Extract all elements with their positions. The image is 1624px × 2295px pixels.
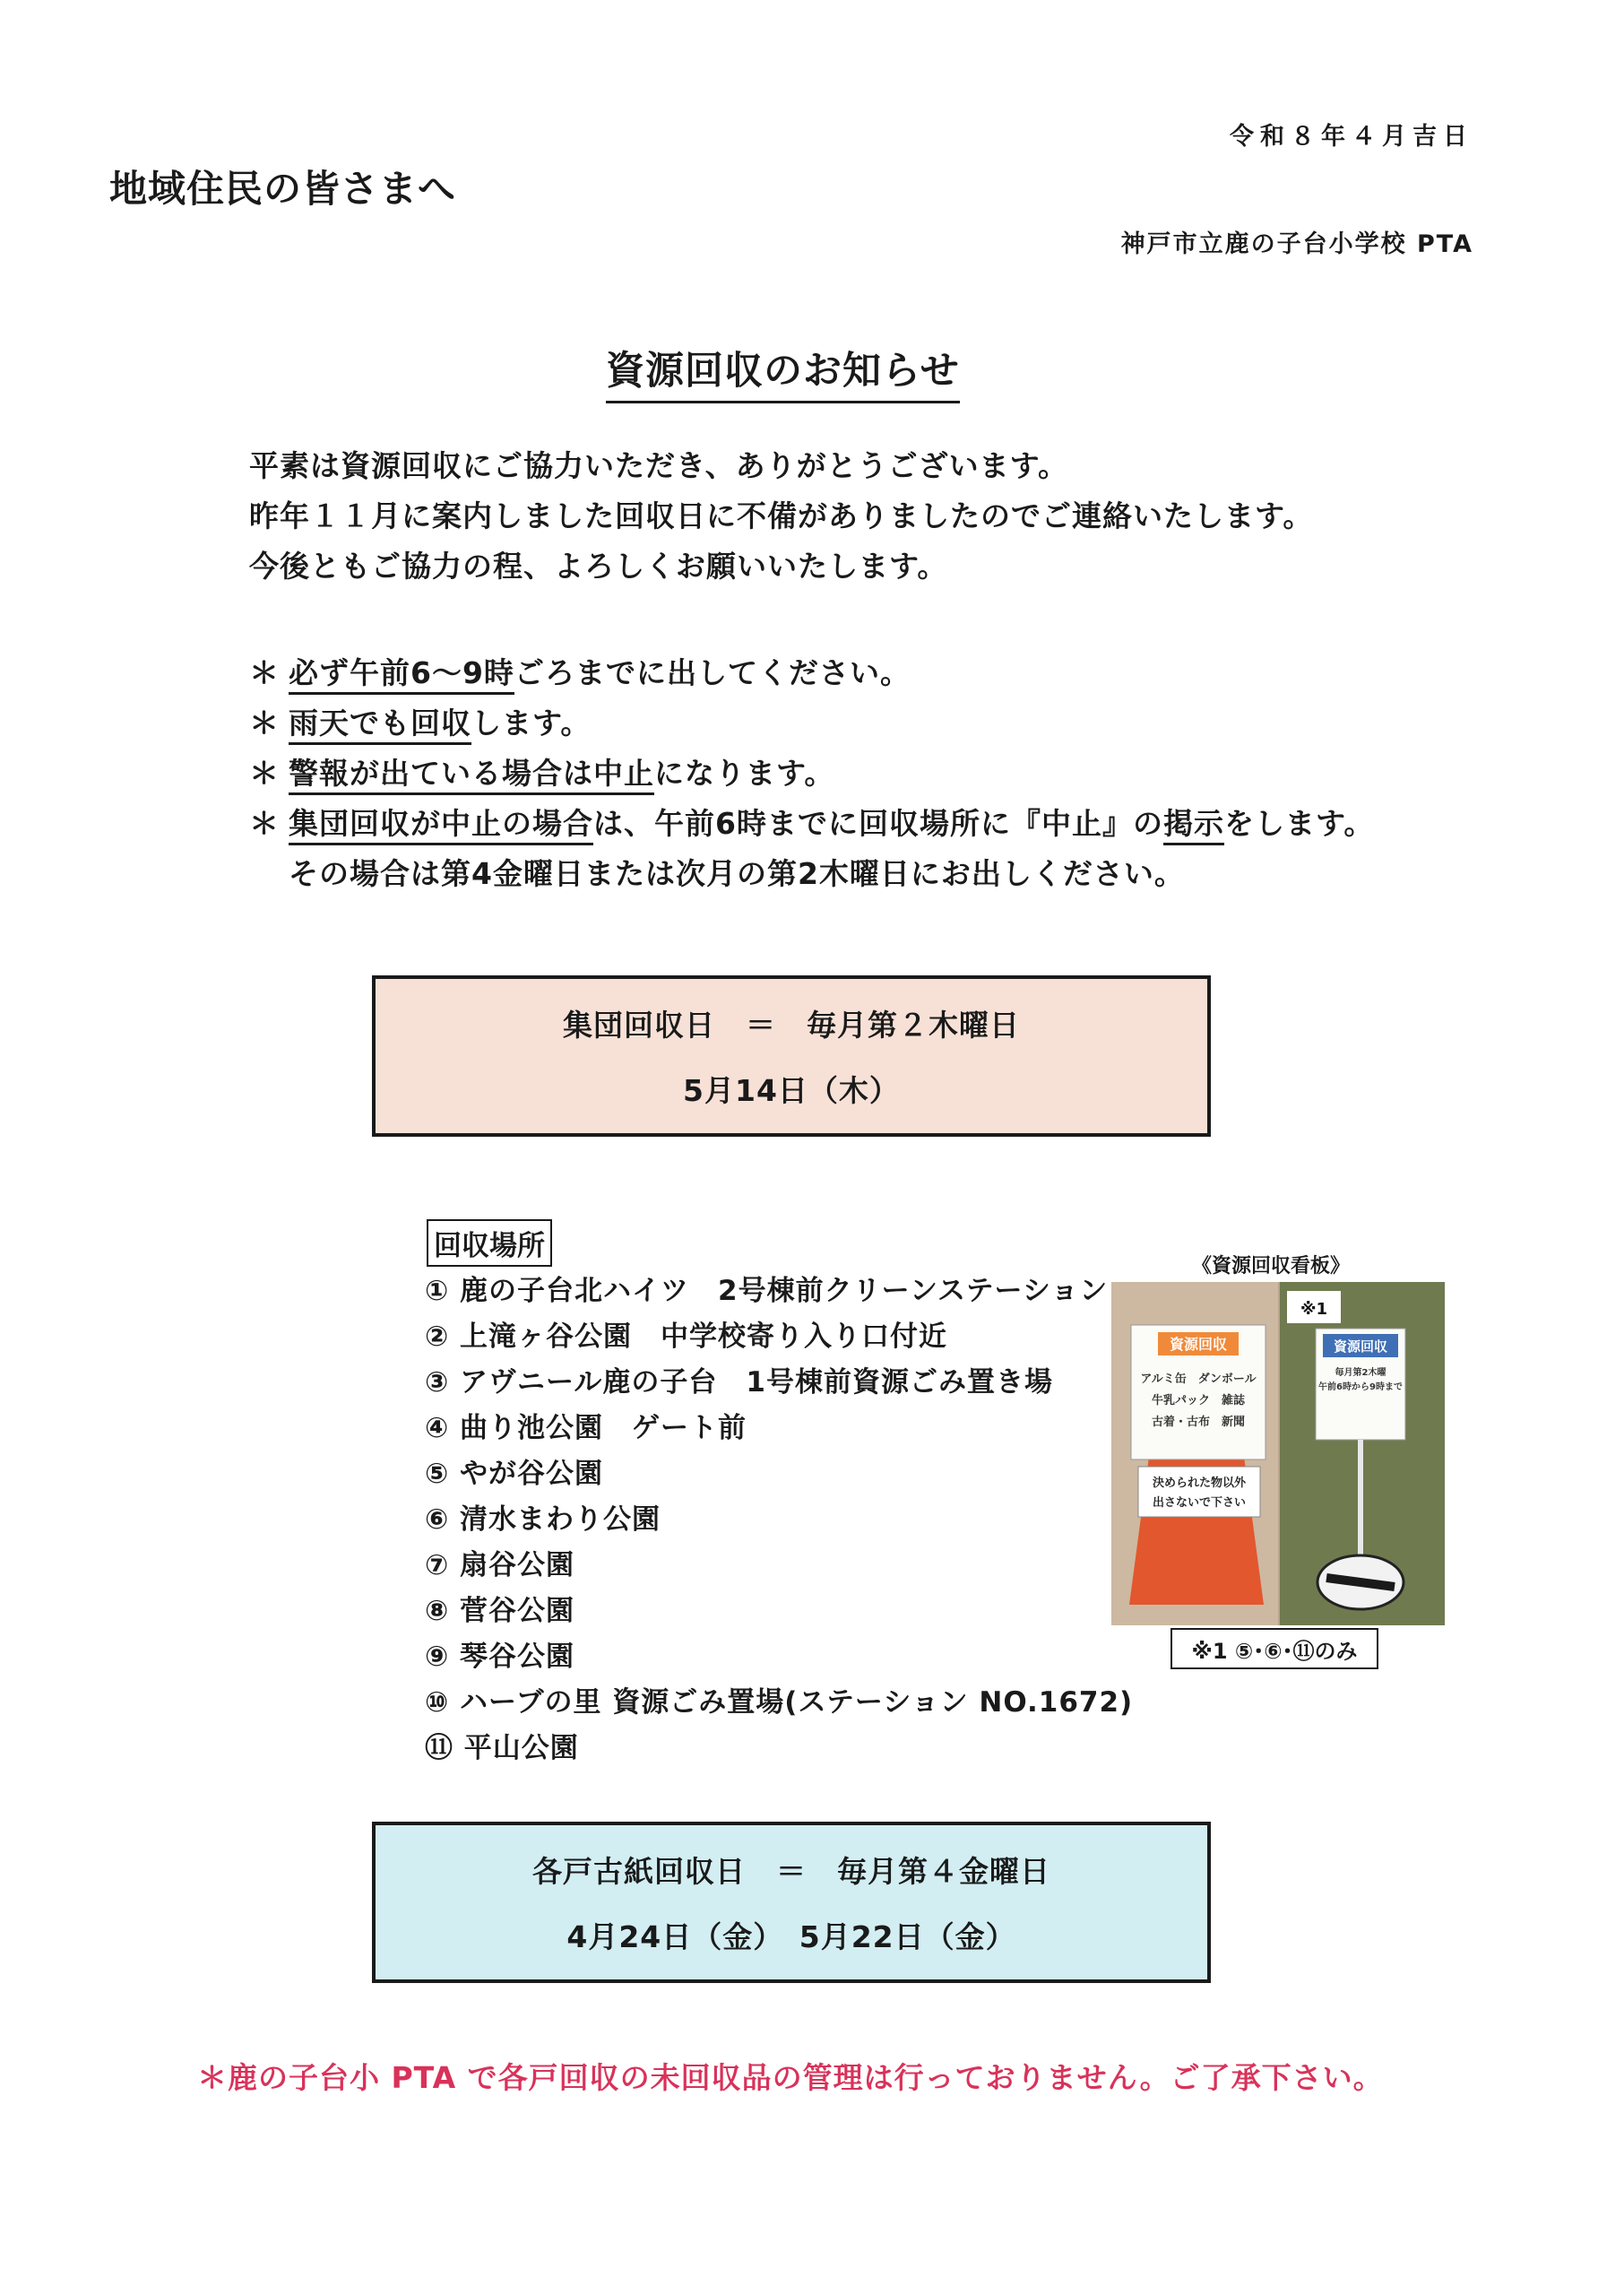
sender: 神戸市立鹿の子台小学校 PTA <box>1120 230 1473 258</box>
sign-1-note: 決められた物以外 <box>1152 1477 1247 1490</box>
intro-line-2: 昨年１１月に案内しました回収日に不備がありましたのでご連絡いたします。 <box>249 498 1314 533</box>
sign-1-title: 資源回収 <box>1169 1336 1228 1353</box>
site-item: ⑩ ハーブの里 資源ごみ置場(ステーション NO.1672) <box>425 1686 1134 1719</box>
signboard-label: 《資源回収看板》 <box>1192 1255 1351 1277</box>
group-collection-label: 集団回収日 ＝ 毎月第２木曜日 <box>563 1008 1020 1043</box>
intro-line-3: 今後ともご協力の程、よろしくお願いいたします。 <box>249 549 948 584</box>
note-4-underlined-1: 集団回収が中止の場合 <box>289 806 593 845</box>
signboard-photo <box>1111 1282 1445 1625</box>
note-3-text: になります。 <box>654 756 835 791</box>
signboard-caption: ※1 ⑤･⑥･⑪のみ <box>1170 1628 1378 1669</box>
sign-1-item: 牛乳パック 雑誌 <box>1151 1394 1246 1407</box>
asterisk-icon: ＊ <box>249 806 280 841</box>
note-4-continued: その場合は第4金曜日または次月の第2木曜日にお出しください。 <box>289 856 1185 891</box>
note-2 <box>249 700 591 742</box>
asterisk-icon: ＊ <box>249 756 280 791</box>
asterisk-icon: ＊ <box>249 655 280 690</box>
note-4-text-mid: は、午前6時までに回収場所に『中止』の <box>593 806 1163 841</box>
site-item: ④ 曲り池公園 ゲート前 <box>425 1412 747 1444</box>
note-1 <box>249 650 911 692</box>
site-item: ⑥ 清水まわり公園 <box>425 1503 661 1536</box>
sign-2-line: 毎月第2木曜 <box>1335 1368 1386 1378</box>
note-4-text-end: をします。 <box>1223 806 1375 841</box>
site-item: ⑨ 琴谷公園 <box>425 1641 575 1673</box>
site-item: ② 上滝ヶ谷公園 中学校寄り入り口付近 <box>425 1321 948 1353</box>
site-item: ⑪ 平山公園 <box>425 1732 579 1764</box>
site-item: ⑧ 菅谷公園 <box>425 1595 575 1627</box>
sign-1-item: 古着・古布 新聞 <box>1151 1416 1246 1429</box>
issue-date: 令和８年４月吉日 <box>1230 123 1473 151</box>
sign-1-note: 出さないで下さい <box>1152 1496 1247 1510</box>
asterisk-icon: ＊ <box>249 706 280 740</box>
note-4 <box>249 801 1374 843</box>
sign-2-title: 資源回収 <box>1333 1338 1388 1355</box>
note-3 <box>249 750 834 792</box>
paper-collection-box <box>372 1822 1211 1983</box>
page-title: 資源回収のお知らせ <box>606 341 960 403</box>
note-1-underlined: 必ず午前6～9時 <box>289 655 514 695</box>
note-4-underlined-2: 掲示 <box>1163 806 1224 845</box>
paper-collection-label: 各戸古紙回収日 ＝ 毎月第４金曜日 <box>532 1854 1050 1889</box>
note-1-text: ごろまでに出してください。 <box>514 655 911 690</box>
note-3-underlined: 警報が出ている場合は中止 <box>289 756 654 795</box>
sign-2-badge: ※1 <box>1300 1300 1328 1319</box>
sign-2-line: 午前6時から9時まで <box>1318 1382 1403 1392</box>
note-2-underlined: 雨天でも回収 <box>289 706 471 745</box>
sign-2-pole <box>1358 1440 1363 1565</box>
paper-collection-dates: 4月24日（金） 5月22日（金） <box>566 1919 1016 1954</box>
site-item: ① 鹿の子台北ハイツ 2号棟前クリーンステーション <box>425 1275 1109 1307</box>
addressee: 地域住民の皆さまへ <box>109 167 457 211</box>
site-item: ③ アヴニール鹿の子台 1号棟前資源ごみ置き場 <box>425 1366 1053 1399</box>
group-collection-date: 5月14日（木） <box>683 1073 900 1108</box>
sign-1-item: アルミ缶 ダンボール <box>1140 1373 1257 1386</box>
sites-heading: 回収場所 <box>427 1219 552 1267</box>
note-2-text: します。 <box>471 706 592 740</box>
group-collection-box <box>372 975 1211 1137</box>
footer-note: ＊鹿の子台小 PTA で各戸回収の未回収品の管理は行っておりません。ご了承下さい。 <box>197 2060 1384 2095</box>
site-item: ⑦ 扇谷公園 <box>425 1549 575 1581</box>
site-item: ⑤ やが谷公園 <box>425 1458 604 1490</box>
intro-line-1: 平素は資源回収にご協力いただき、ありがとうございます。 <box>249 448 1069 483</box>
